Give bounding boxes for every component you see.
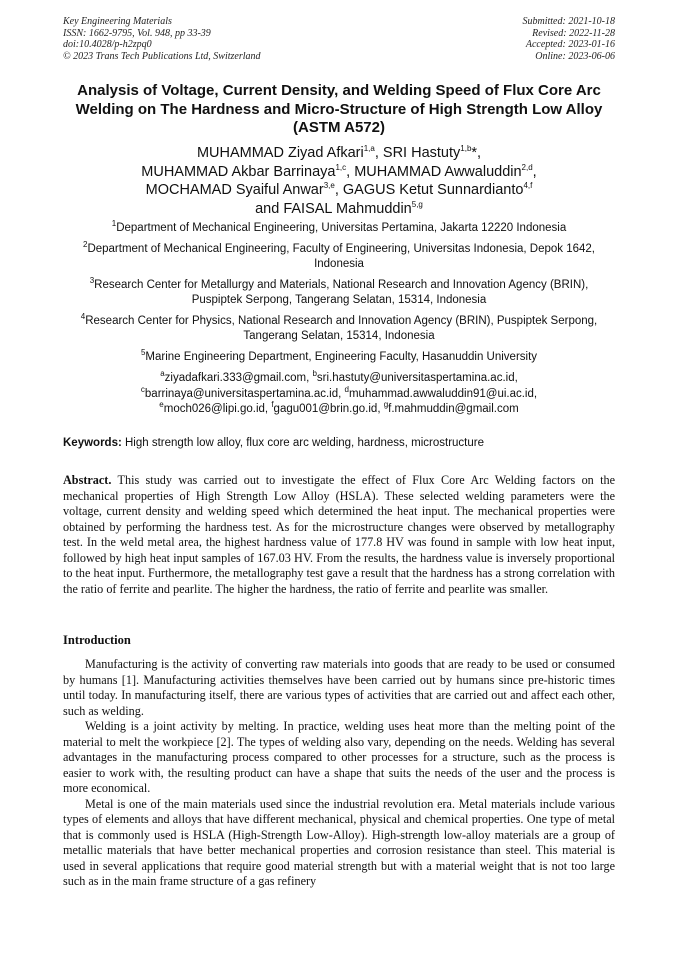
email-line-1: $^a$ziyadafkari.333@gmail.com, $^b$sri.hastuty@universitaspertamina.ac.id, <box>160 369 518 384</box>
author-line-1 <box>63 144 615 163</box>
author-list <box>63 144 615 218</box>
author-name: MUHAMMAD Ziyad Afkari <box>196 145 364 161</box>
email-sup: c <box>140 384 145 394</box>
abstract-text: This study was carried out to investigate the effect of Flux Core Arc Welding factors on the mechanical properties of High Strength Low Alloy (HSLA). These selected welding parameters were the voltage, current density and welding speed which determined the heat input. The mechanical properties were obtained by performing the hardness test. As for the microstructure changes were observed by metallography test. In the weld metal area, the highest hardness value of 177.8 HV was found in sample with low heat input, followed by high heat input samples of 167.03 HV. From the results, the hardness value is inversely proportional to the heat input. Furthermore, the metallography test gave a result that the hardness has a strong correlation with the ratio of ferrite and pearlite. The higher the hardness, the ratio of ferrite and pearlite was smaller. <box>63 473 616 596</box>
author-sup: 4,f <box>523 181 533 191</box>
affiliation-number: 5 <box>140 348 146 358</box>
email-link[interactable]: barrinaya@universitaspertamina.ac.id <box>144 387 339 400</box>
abstract-label: Abstract. <box>63 473 112 487</box>
affiliation-1 <box>63 221 615 236</box>
affiliation-text: Department of Mechanical Engineering, Universitas Pertamina, Jakarta 12220 Indonesia <box>116 222 567 234</box>
keywords-label: Keywords: <box>63 437 122 449</box>
author-sep: *, <box>471 145 482 161</box>
affiliation-text: Department of Mechanical Engineering, Faculty of Engineering, Universitas Indonesia, Depok 1642, Indonesia <box>87 243 596 270</box>
accepted-date: Accepted: 2023-01-16 <box>525 39 615 50</box>
affiliation-number: 4 <box>80 312 86 322</box>
affiliation-4 <box>63 314 615 344</box>
author-sup: 1,a <box>363 144 375 154</box>
introduction-body <box>63 657 615 890</box>
author-sep: , <box>532 163 537 180</box>
email-sup: g <box>383 400 389 410</box>
email-line-3: $^e$moch026@lipi.go.id, $^f$gagu001@brin.go.id, $^g$f.mahmuddin@gmail.com <box>159 400 519 415</box>
affiliation-3 <box>63 278 615 308</box>
submitted-date: Submitted: 2021-10-18 <box>522 16 615 27</box>
author-line-4 <box>63 200 615 219</box>
email-link[interactable]: ziyadafkari.333@gmail.com <box>164 372 307 384</box>
paragraph: Metal is one of the main materials used since the industrial revolution era. Metal materials include various types of elements and alloys that have different mechanical, physical and chemical properties. One type of metal that is commonly used is HSLA (High-Strength Low-Alloy). High-strength low-alloy materials are a group of metallic materials that have better mechanical properties and corrosion resistance than steel. This material is used in several applications that require good material strength but with a material weight that is not too large such as in the main frame structure of a gas refinery <box>63 796 615 888</box>
affiliation-number: 3 <box>89 276 95 286</box>
author-sep: , <box>346 163 355 180</box>
affiliation-number: 2 <box>82 240 88 250</box>
email-link[interactable]: gagu001@brin.go.id <box>273 403 378 415</box>
paper-title: Analysis of Voltage, Current Density, and Welding Speed of Flux Core Arc Welding on The Hardness and Micro-Structure of High Strength Low Alloy (ASTM A572) <box>75 82 603 136</box>
paragraph: Welding is a joint activity by melting. In practice, welding uses heat more than the melting point of the material to melt the workpiece [2]. The types of welding also vary, depending on the needs. Welding has several advantages in the manufacturing process compared to other processes for a structure, such as the process is easier to work with, the resulting product can have a shape that suits the needs of the user and the process is more economical. <box>63 719 615 795</box>
author-sup: 3,e <box>323 181 335 191</box>
submission-dates <box>523 16 616 62</box>
author-line-3 <box>63 181 615 200</box>
author-name: MOCHAMAD Syaiful Anwar <box>145 182 324 198</box>
affiliation-number: 1 <box>111 219 117 229</box>
journal-info <box>63 16 261 62</box>
author-sup: 5,g <box>411 199 423 209</box>
issn-line: ISSN: 1662-9795, Vol. 948, pp 33-39 <box>63 27 211 39</box>
email-link[interactable]: moch026@lipi.go.id <box>163 403 265 415</box>
author-line-2 <box>63 163 615 182</box>
affiliation-text: Marine Engineering Department, Engineering Faculty, Hasanuddin University <box>145 351 538 363</box>
author-sep: , <box>374 145 383 161</box>
affiliation-5 <box>63 350 615 365</box>
email-sup: b <box>312 369 317 379</box>
author-name: GAGUS Ketut Sunnardianto <box>342 182 524 198</box>
affiliation-2 <box>63 242 615 272</box>
author-sup: 1,c <box>335 162 347 172</box>
author-sup: 1,b <box>460 144 472 154</box>
email-link[interactable]: muhammad.awwaluddin91@ui.ac.id <box>348 387 534 400</box>
affiliations <box>63 221 615 418</box>
online-date: Online: 2023-06-06 <box>535 50 615 62</box>
affiliation-text: Research Center for Physics, National Research and Innovation Agency (BRIN), Puspiptek Serpong, Tangerang Selatan, 15314, Indonesia <box>85 315 598 342</box>
author-sep: , <box>334 182 343 198</box>
email-sup: f <box>271 400 274 410</box>
author-name: SRI Hastuty <box>382 145 461 161</box>
copyright-line: © 2023 Trans Tech Publications Ltd, Switzerland <box>63 50 261 62</box>
affiliation-text: Research Center for Metallurgy and Materials, National Research and Innovation Agency (BRIN), Puspiptek Serpong, Tangerang Selatan, 15314, Indonesia <box>94 279 589 306</box>
paragraph: Manufacturing is the activity of converting raw materials into goods that are ready to be used or consumed by humans [1]. Manufacturing activities themselves have been carried out by humans since pre-historic times until today. In manufacturing itself, there are various types of activities that are carried out and affect each other, such as welding. <box>63 657 615 718</box>
journal-name: Key Engineering Materials <box>63 16 172 27</box>
email-link[interactable]: sri.hastuty@universitaspertamina.ac.id <box>316 372 515 384</box>
email-sup: e <box>159 400 164 410</box>
author-sup: 2,d <box>521 162 533 172</box>
doi-line[interactable]: doi:10.4028/p-h2zpq0 <box>63 39 152 50</box>
email-line-2: $^c$barrinaya@universitaspertamina.ac.id, $^d$muhammad.awwaluddin91@ui.ac.id, <box>140 384 538 400</box>
introduction-heading: Introduction <box>63 633 131 647</box>
email-sup: a <box>160 369 165 379</box>
abstract <box>63 473 615 597</box>
email-link[interactable]: f.mahmuddin@gmail.com <box>388 403 519 415</box>
revised-date: Revised: 2022-11-28 <box>532 27 615 39</box>
keywords-text: High strength low alloy, flux core arc welding, hardness, microstructure <box>125 437 484 449</box>
email-list <box>63 371 615 418</box>
author-name: MUHAMMAD Akbar Barrinaya <box>141 163 336 180</box>
author-name: MUHAMMAD Awwaluddin <box>354 163 522 180</box>
email-sup: d <box>344 384 349 394</box>
author-name: and FAISAL Mahmuddin <box>255 200 412 217</box>
keywords <box>63 436 615 450</box>
